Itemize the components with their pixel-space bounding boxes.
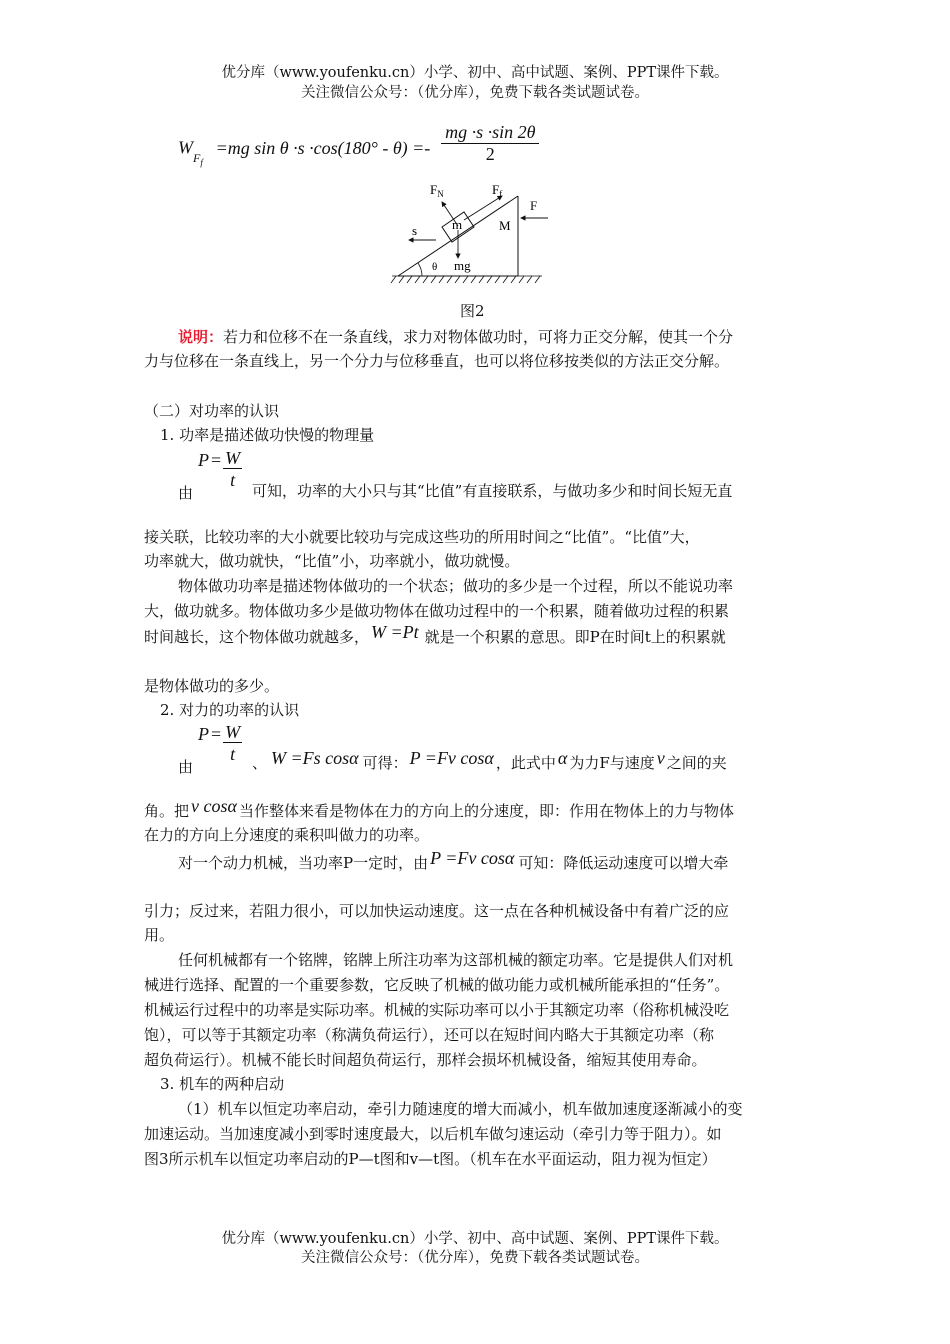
label-M: M <box>499 218 511 233</box>
formula-work-friction: $WF_f =mg$ sin θ ·s ·cos(180° - θ) =- $\frac{mg \cdot s \cdot\sin 2\theta}{2}$ <box>178 128 539 171</box>
note-title: 说明： <box>178 328 224 346</box>
p2-line-2: 大，做功就多。物体做功多少是做功物体在做功过程中的一个积累，随着做功过程的积累 <box>144 602 730 620</box>
p2-line-1: 物体做功功率是描述物体做功的一个状态；做功的多少是一个过程，所以不能说功率 <box>178 577 734 595</box>
figure-incline-diagram <box>388 178 548 290</box>
label-ff: $F_f$ <box>492 182 503 199</box>
item-1-title: 1. 功率是描述做功快慢的物理量 <box>160 426 375 444</box>
item-3-title: 3. 机车的两种启动 <box>160 1075 285 1093</box>
p1-line-2: 接关联，比较功率的大小就要比较功与完成这些功的所用时间之“比值”。“比值”大， <box>144 528 700 546</box>
label-s: s <box>412 223 418 238</box>
p6-line-3: 图3所示机车以恒定功率启动的P—t图和v—t图。（机车在水平面运动，阻力视为恒定） <box>144 1150 717 1168</box>
p6-line-2: 加速运动。当加速度减小到零时速度最大，以后机车做匀速运动（牵引力等于阻力）。如 <box>144 1125 722 1143</box>
note-line-1: 说明：若力和位移不在一条直线，求力对物体做功时，可将力正交分解，使其一个分 <box>178 328 734 346</box>
p5-line-5: 超负荷运行）。机械不能长时间超负荷运行，那样会损坏机械设备，缩短其使用寿命。 <box>144 1051 707 1069</box>
label-theta: θ <box>432 261 438 273</box>
label-fn: $F_N$ <box>430 182 444 199</box>
p3-line-2: 角。把 v cosα 当作整体来看是物体在力的方向上的分速度，即：作用在物体上的力与物体 <box>144 796 734 820</box>
p3-you: 由 <box>178 758 194 776</box>
formula-power-2: P = $\frac{W}{t}$ <box>198 722 241 764</box>
p4-line-2: 引力；反过来，若阻力很小，可以加快运动速度。这一点在各种机械设备中有着广泛的应 <box>144 902 730 920</box>
note-line-2: 力与位移在一条直线上，另一个分力与位移垂直，也可以将位移按类似的方法正交分解。 <box>144 352 730 370</box>
p1-you: 由 <box>178 484 194 502</box>
label-m: m <box>452 217 463 232</box>
section-heading: （二）对功率的认识 <box>144 402 280 420</box>
figure-caption: 图2 <box>460 302 485 320</box>
p2-line-3: 时间越长，这个物体做功就越多， W =Pt 就是一个积累的意思。即P在时间t上的积累就 <box>144 622 726 646</box>
p3-line-3: 在力的方向上分速度的乘积叫做力的功率。 <box>144 826 430 844</box>
footer-line-2: 关注微信公众号：（优分库），免费下载各类试题试卷。 <box>301 1250 649 1266</box>
p5-line-2: 械进行选择、配置的一个重要参数，它反映了机械的做功能力或机械所能承担的“任务”。 <box>144 976 730 994</box>
label-mg: mg <box>454 258 471 273</box>
p6-line-1: （1）机车以恒定功率启动，牵引力随速度的增大而减小，机车做加速度逐渐减小的变 <box>178 1100 743 1118</box>
angle-arc <box>418 263 422 276</box>
p3-line-1: 、 W =Fs cosα 可得： P =Fv cosα ，此式中 α 为力F与速度 v 之间的夹 <box>252 748 727 772</box>
header-line-2: 关注微信公众号：（优分库），免费下载各类试题试卷。 <box>301 85 649 101</box>
p1-line-3: 功率就大，做功就快，“比值”小，功率就小，做功就慢。 <box>144 552 520 570</box>
label-F-right: F <box>530 198 538 213</box>
p4-line-1: 对一个动力机械，当功率P一定时，由 P =Fv cosα 可知：降低运动速度可以增大牵 <box>178 848 729 872</box>
formula-power-1: P = $\frac{W}{t}$ <box>198 448 241 490</box>
arrow-friction-force <box>464 196 502 220</box>
p5-line-3: 机械运行过程中的功率是实际功率。机械的实际功率可以小于其额定功率（俗称机械没吃 <box>144 1001 730 1019</box>
item-2-title: 2. 对力的功率的认识 <box>160 701 300 719</box>
p5-line-1: 任何机械都有一个铭牌，铭牌上所注功率为这部机械的额定功率。它是提供人们对机 <box>178 951 734 969</box>
p2-line-4: 是物体做功的多少。 <box>144 677 280 695</box>
p1-line-1: 可知，功率的大小只与其“比值”有直接联系，与做功多少和时间长短无直 <box>252 482 733 500</box>
p5-line-4: 饱），可以等于其额定功率（称满负荷运行），还可以在短时间内略大于其额定功率（称 <box>144 1026 715 1044</box>
p4-line-3: 用。 <box>144 926 175 944</box>
ground-hatch <box>391 276 542 283</box>
header-line-1: 优分库（www.youfenku.cn）小学、初中、高中试题、案例、PPT课件下载。 <box>221 65 729 81</box>
footer-line-1: 优分库（www.youfenku.cn）小学、初中、高中试题、案例、PPT课件下载。 <box>221 1231 729 1247</box>
